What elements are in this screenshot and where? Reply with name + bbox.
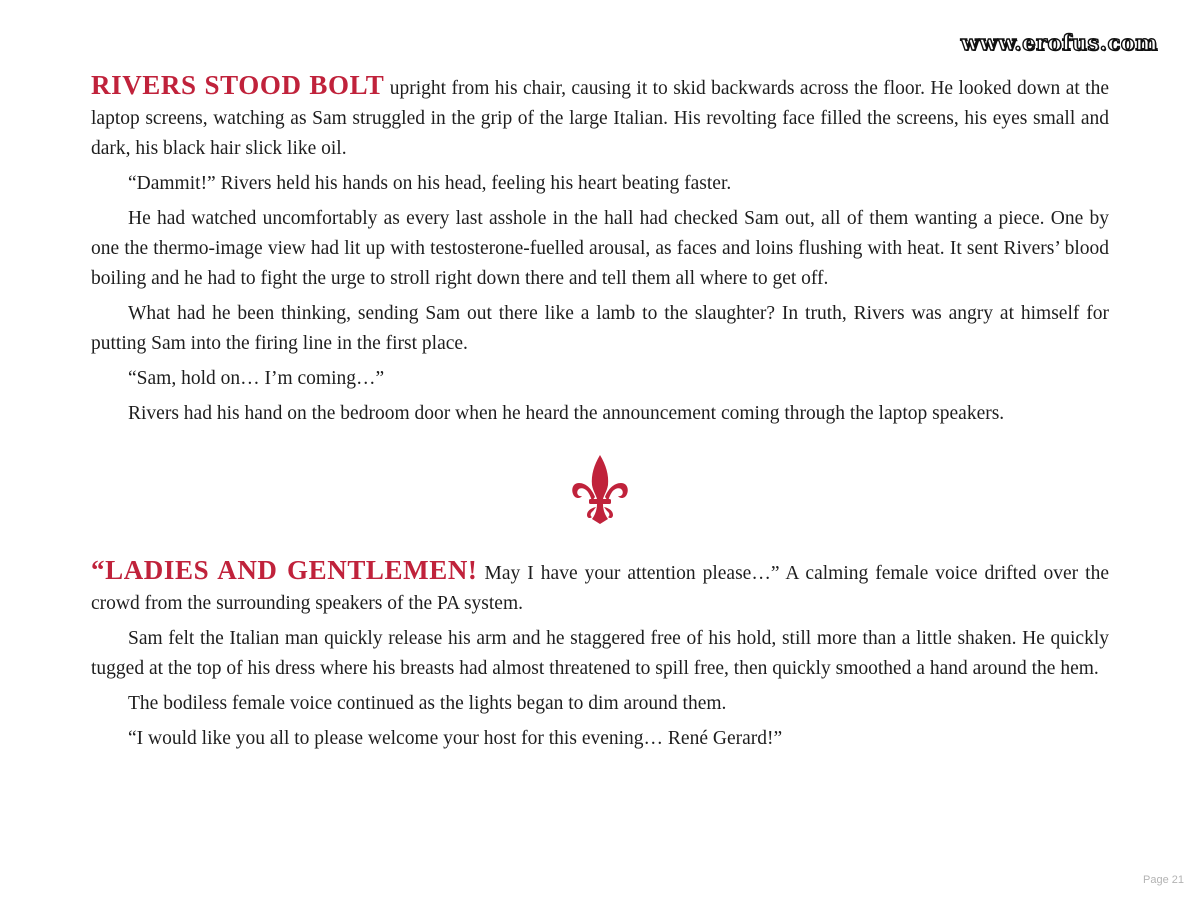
opening-text: upright from his chair, causing it to skid backwards across the floor. He looked down at the laptop screens, watching as Sam struggled in the grip of the large Italian. His revolting face filled the screens, his eyes small and dark, his black hair slick like oil.: [91, 78, 1109, 159]
lead-in-caps: “LADIES AND GENTLEMEN!: [91, 555, 478, 585]
paragraph: Rivers had his hand on the bedroom door when he heard the announcement coming through the laptop speakers.: [128, 403, 1005, 424]
paragraph: “Dammit!” Rivers held his hands on his head, feeling his heart beating faster.: [128, 173, 732, 194]
paragraph: Sam felt the Italian man quickly release his arm and he staggered free of his hold, still more than a little shaken. He quickly tugged at the top of his dress where his breasts had almost threatened to spill free, then quickly smoothed a hand around the hem.: [91, 628, 1109, 679]
section-two: [91, 555, 1109, 759]
paragraph: “I would like you all to please welcome your host for this evening… René Gerard!”: [128, 728, 783, 749]
lead-in-caps: RIVERS STOOD BOLT: [91, 70, 385, 100]
opening-paragraph: [91, 555, 1109, 619]
watermark: www.erofus.com: [960, 30, 1158, 55]
opening-text: May I have your attention please…” A calming female voice drifted over the crowd from the surrounding speakers of the PA system.: [91, 563, 1109, 614]
opening-paragraph: [91, 70, 1109, 164]
fleur-de-lis-icon: [570, 453, 630, 525]
paragraph: He had watched uncomfortably as every last asshole in the hall had checked Sam out, all of them wanting a piece. One by one the thermo-image view had lit up with testosterone-fuelled arousal, as faces and loins flushing with heat. It sent Rivers’ blood boiling and he had to fight the urge to stroll right down there and tell them all where to get off.: [91, 208, 1109, 289]
paragraph: What had he been thinking, sending Sam out there like a lamb to the slaughter? In truth, Rivers was angry at himself for putting Sam into the firing line in the first place.: [91, 303, 1109, 354]
page-number: Page 21: [1143, 874, 1184, 886]
paragraph: The bodiless female voice continued as the lights began to dim around them.: [128, 693, 727, 714]
paragraph: “Sam, hold on… I’m coming…”: [128, 368, 385, 389]
section-one: [91, 70, 1109, 434]
